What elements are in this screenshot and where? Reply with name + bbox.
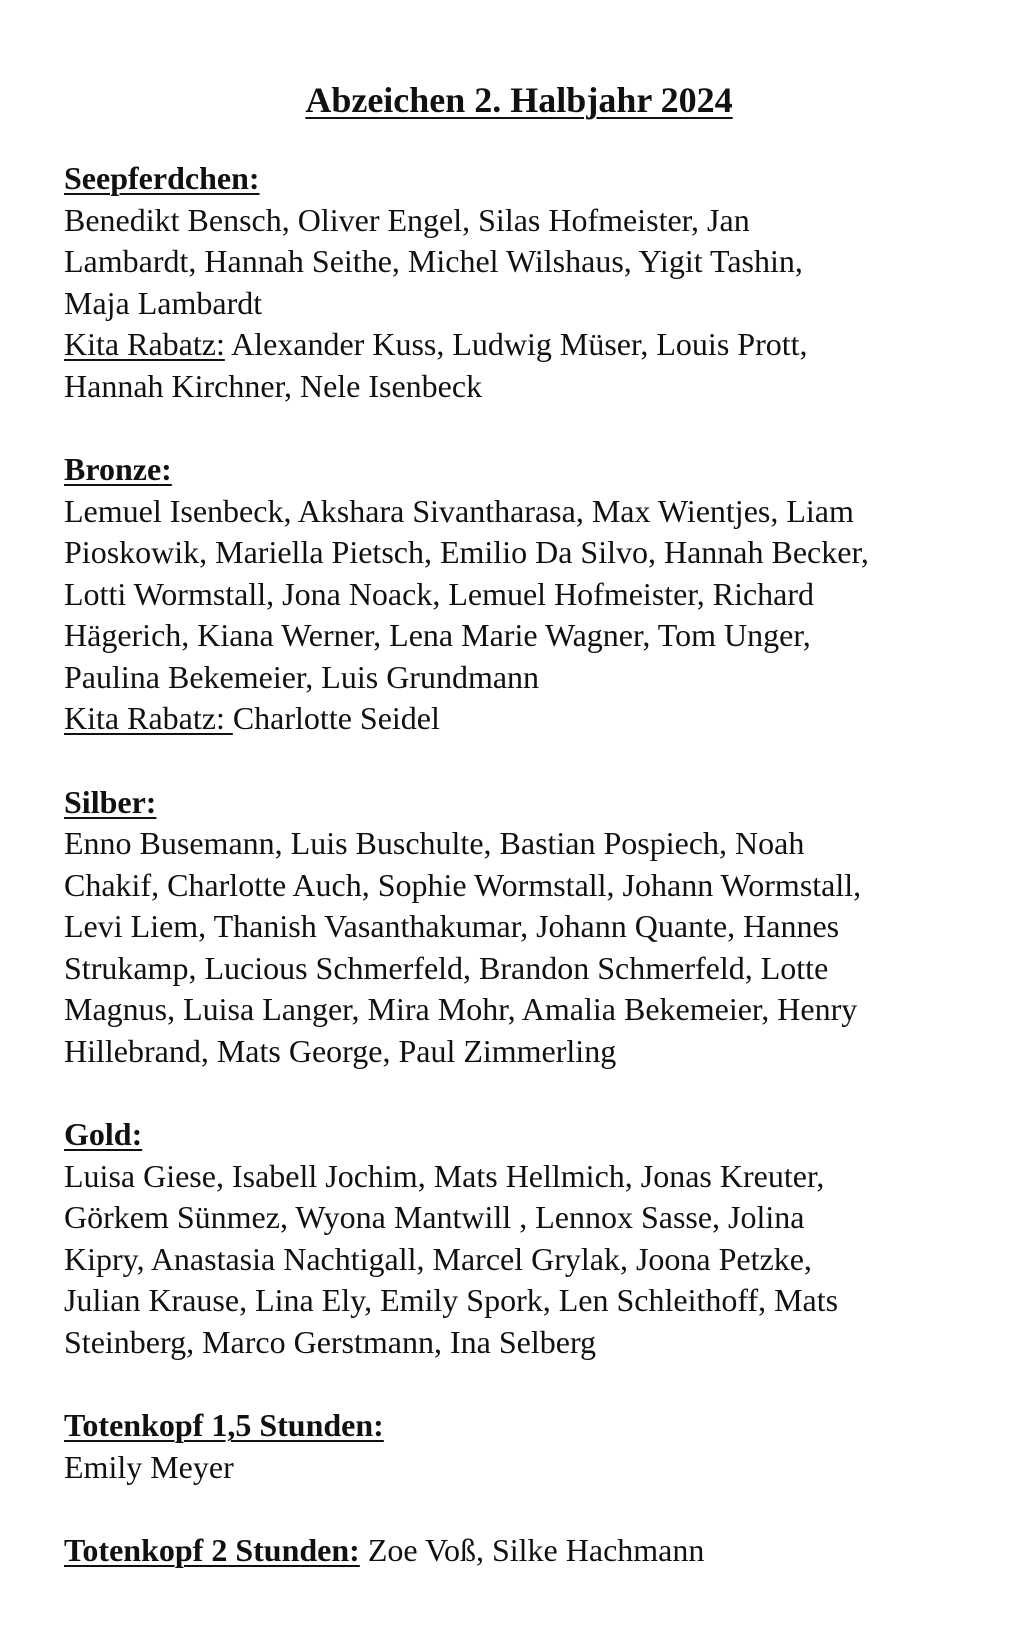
section-bronze — [64, 449, 974, 740]
section-gold — [64, 1114, 974, 1363]
section-heading-seepferdchen: Seepferdchen: — [64, 160, 260, 196]
document-page — [64, 70, 974, 1614]
page-title: Abzeichen 2. Halbjahr 2024 — [305, 80, 733, 120]
section-heading-totenkopf-2: Totenkopf 2 Stunden: — [64, 1532, 360, 1568]
kita-label: Kita Rabatz: — [64, 326, 225, 362]
kita-line-seepferdchen — [64, 324, 974, 407]
names-bronze: Lemuel Isenbeck, Akshara Sivantharasa, Max Wientjes, Liam Pioskowik, Mariella Pietsch, Emilio Da Silvo, Hannah Becker, Lotti Wormstall, Jona Noack, Lemuel Hofmeister, Richard Hägerich, Kiana Werner, Lena Marie Wagner, Tom Unger, Paulina Bekemeier, Luis Grundmann — [64, 492, 869, 695]
section-silber — [64, 782, 974, 1073]
names-totenkopf-2: Zoe Voß, Silke Hachmann — [359, 1532, 705, 1568]
kita-label: Kita Rabatz: — [64, 700, 233, 736]
kita-names-seepferdchen: Alexander Kuss, Ludwig Müser, Louis Prott, Hannah Kirchner, Nele Isenbeck — [64, 326, 808, 404]
names-silber: Enno Busemann, Luis Buschulte, Bastian Pospiech, Noah Chakif, Charlotte Auch, Sophie Wormstall, Johann Wormstall, Levi Liem, Thanish Vasanthakumar, Johann Quante, Hannes Strukamp, Lucious Schmerfeld, Brandon Schmerfeld, Lotte Magnus, Luisa Langer, Mira Mohr, Amalia Bekemeier, Henry Hillebrand, Mats George, Paul Zimmerling — [64, 825, 862, 1069]
kita-names-bronze: Charlotte Seidel — [232, 700, 440, 736]
section-heading-totenkopf-1-5: Totenkopf 1,5 Stunden: — [64, 1407, 384, 1443]
names-seepferdchen: Benedikt Bensch, Oliver Engel, Silas Hofmeister, Jan Lambardt, Hannah Seithe, Michel Wilshaus, Yigit Tashin, Maja Lambardt — [64, 201, 803, 321]
totenkopf-2-line — [64, 1530, 974, 1572]
section-heading-gold: Gold: — [64, 1116, 143, 1152]
names-gold: Luisa Giese, Isabell Jochim, Mats Hellmich, Jonas Kreuter, Görkem Sünmez, Wyona Mantwill , Lennox Sasse, Jolina Kipry, Anastasia Nachtigall, Marcel Grylak, Joona Petzke, Julian Krause, Lina Ely, Emily Spork, Len Schleithoff, Mats Steinberg, Marco Gerstmann, Ina Selberg — [64, 1157, 839, 1360]
section-totenkopf-2 — [64, 1530, 974, 1572]
section-heading-bronze: Bronze: — [64, 451, 172, 487]
section-totenkopf-1-5 — [64, 1405, 974, 1488]
kita-line-bronze — [64, 698, 974, 740]
names-totenkopf-1-5: Emily Meyer — [64, 1448, 234, 1485]
section-seepferdchen — [64, 158, 974, 407]
section-heading-silber: Silber: — [64, 783, 157, 820]
